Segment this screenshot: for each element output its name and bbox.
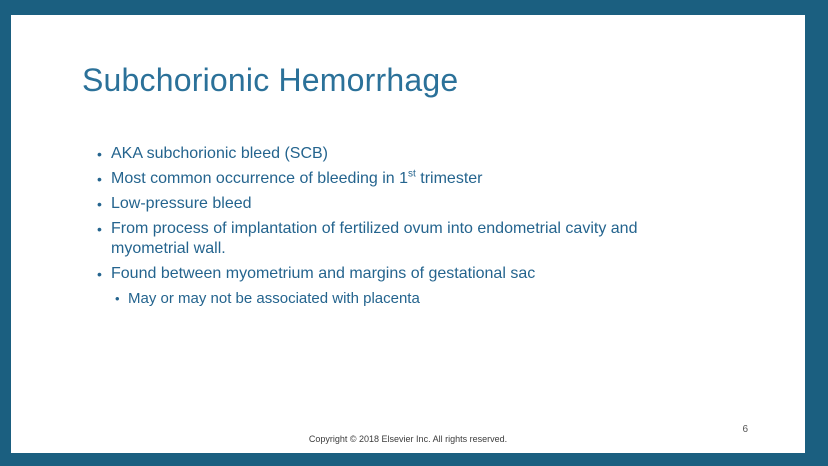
bullet-marker: • (115, 291, 120, 306)
bullet-item-sub (97, 289, 717, 309)
bullet-text: Most common occurrence of bleeding in 1st trimester (111, 168, 483, 187)
bullet-item (97, 219, 717, 259)
bullet-item (97, 144, 717, 164)
bullet-text: May or may not be associated with placenta (128, 290, 420, 307)
superscript-st: st (408, 168, 416, 180)
bullet-marker: • (97, 171, 102, 187)
bullet-text: From process of implantation of fertilized ovum into endometrial cavity and myometrial wall. (111, 220, 638, 257)
bullet-marker: • (97, 266, 102, 282)
bullet-text: AKA subchorionic bleed (SCB) (111, 145, 328, 162)
bullet-text: Found between myometrium and margins of gestational sac (111, 265, 536, 282)
page-number: 6 (742, 424, 748, 435)
bullet-item (97, 169, 717, 189)
bullet-item (97, 194, 717, 214)
bullet-marker: • (97, 221, 102, 237)
bullet-marker: • (97, 146, 102, 162)
bullet-text: Low-pressure bleed (111, 195, 252, 212)
slide-title: Subchorionic Hemorrhage (82, 62, 459, 98)
slide-canvas (11, 15, 805, 453)
copyright-footer: Copyright © 2018 Elsevier Inc. All rights reserved. (308, 434, 508, 444)
bullet-list (97, 144, 717, 314)
bullet-marker: • (97, 196, 102, 212)
bullet-item (97, 264, 717, 284)
